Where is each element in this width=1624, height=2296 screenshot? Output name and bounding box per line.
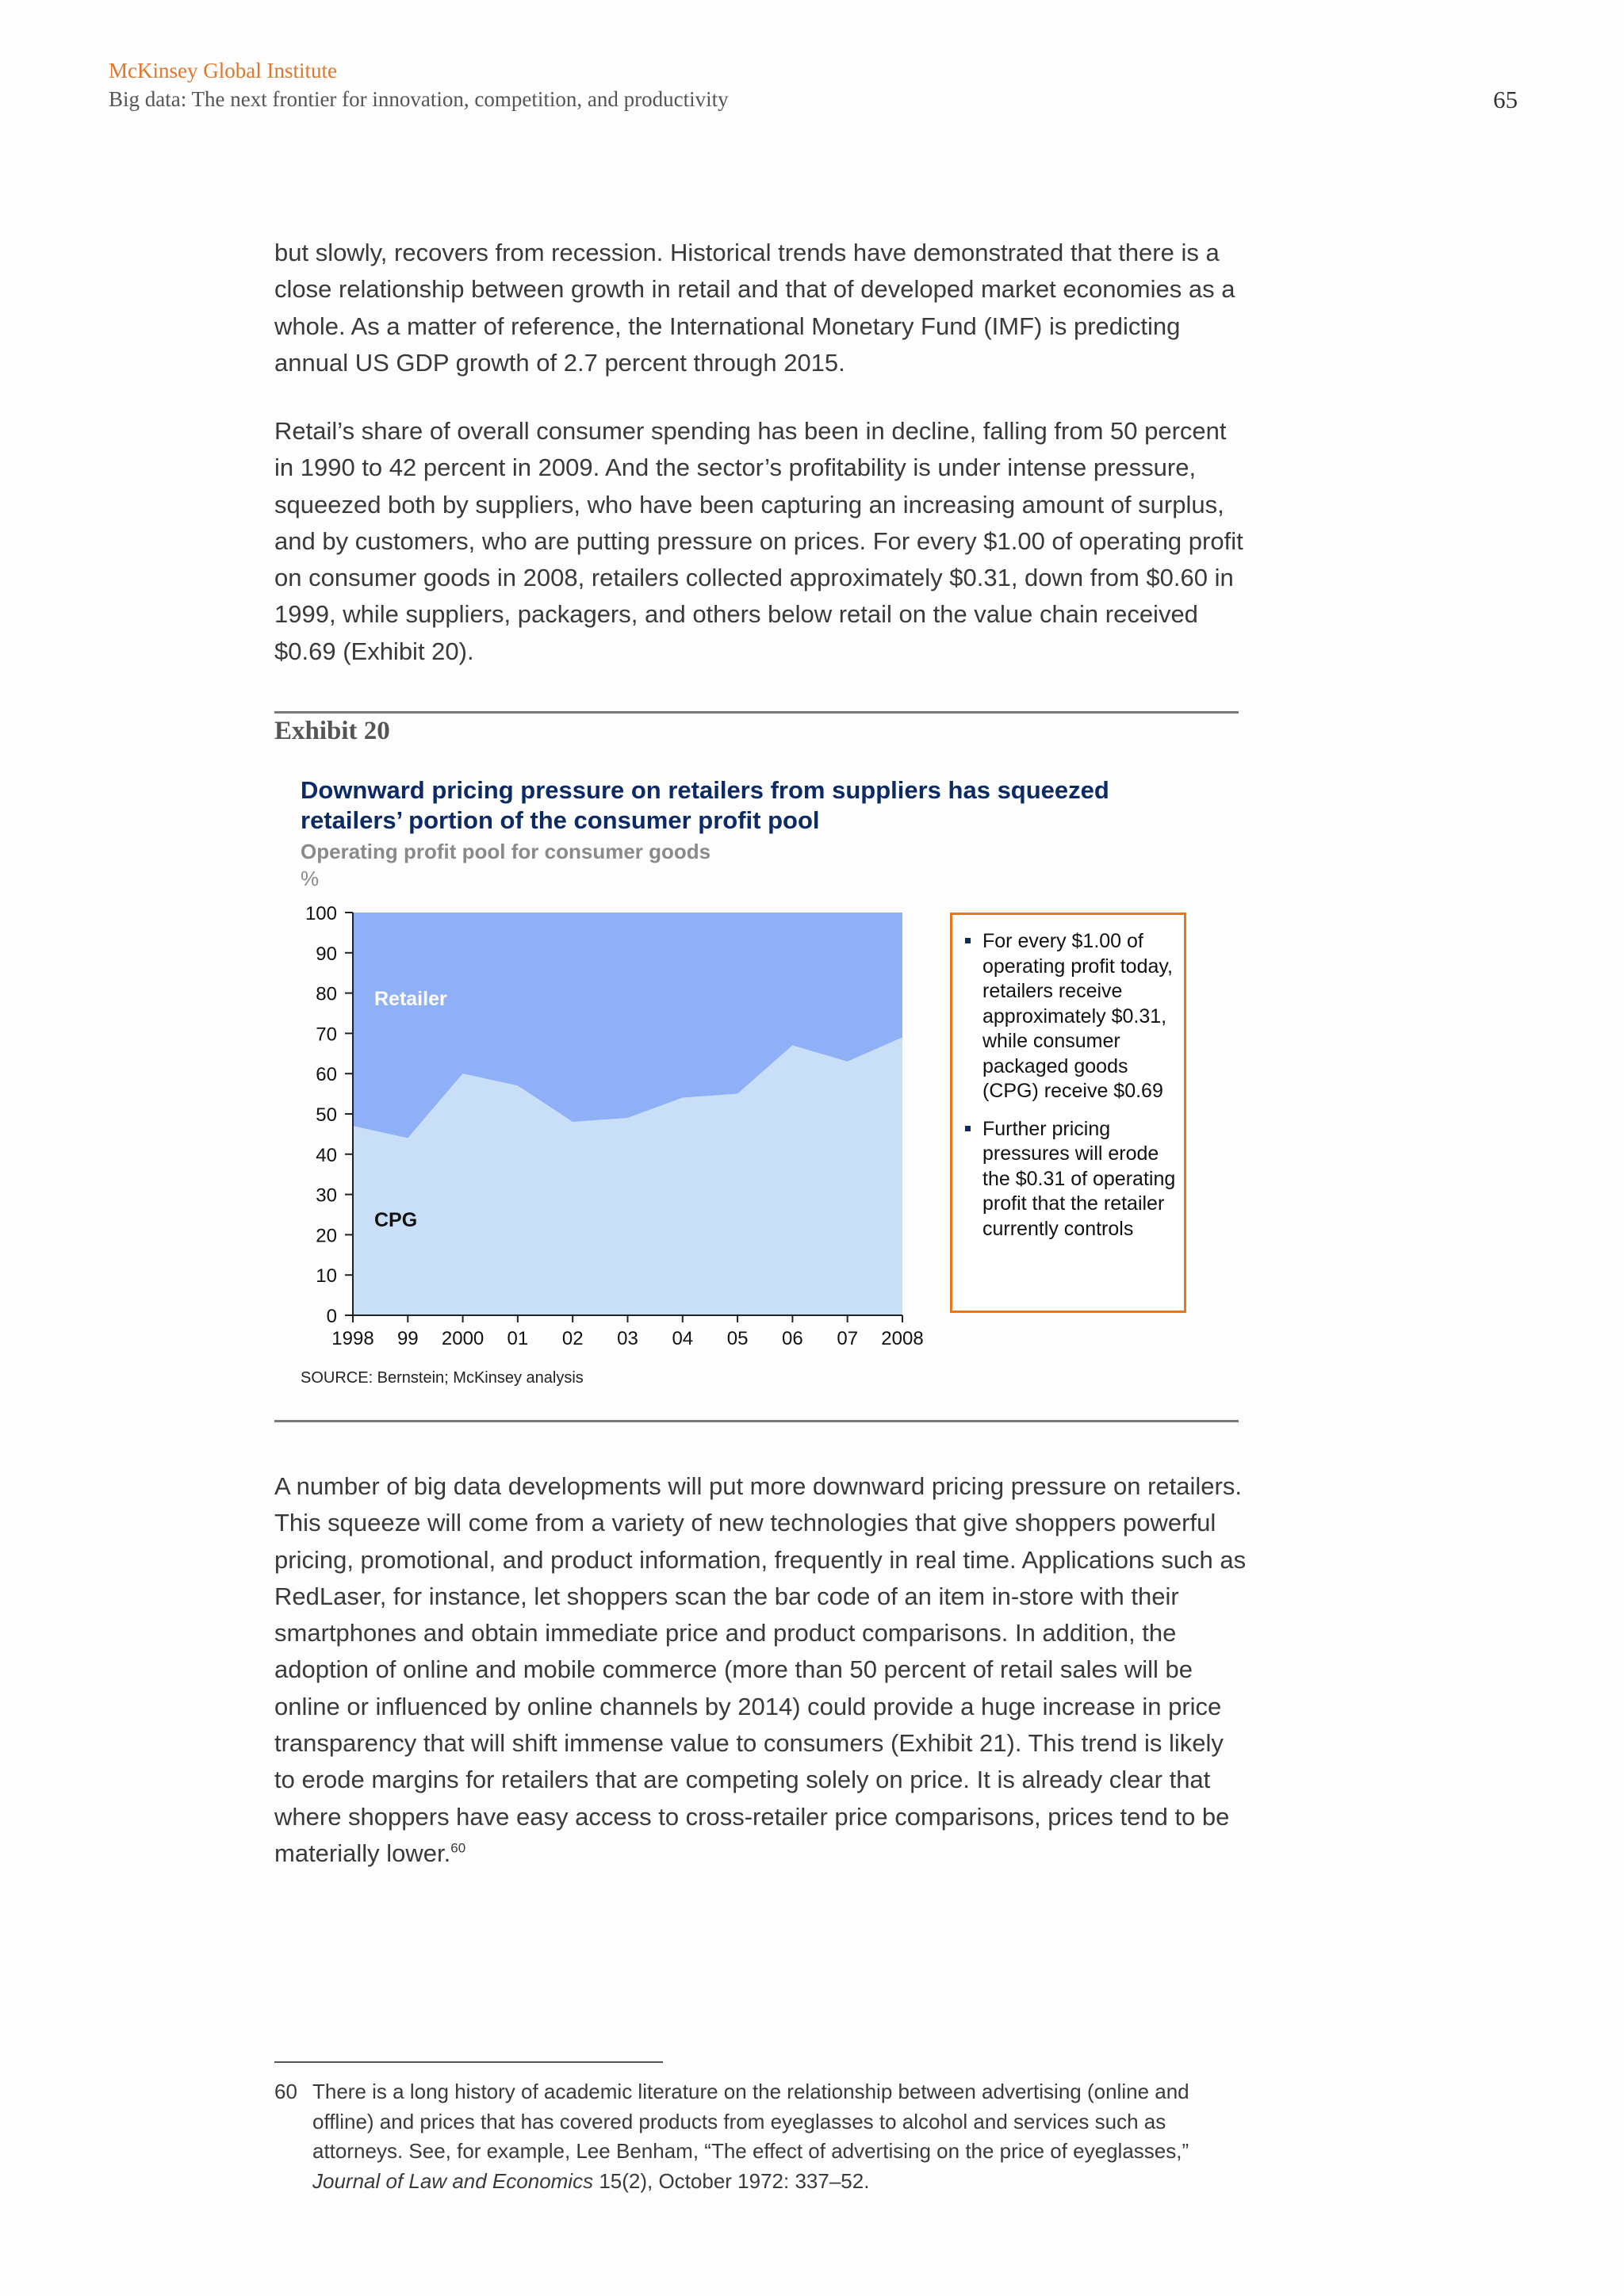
- footnote-text: [274, 2077, 1250, 2196]
- y-tick-label: 50: [316, 1104, 337, 1126]
- area-chart: [293, 896, 944, 1356]
- chart-source: SOURCE: Bernstein; McKinsey analysis: [301, 1369, 584, 1387]
- y-tick-label: 0: [326, 1306, 337, 1327]
- callout-item: [963, 1117, 1176, 1242]
- y-tick-label: 80: [316, 983, 337, 1005]
- y-tick-label: 20: [316, 1225, 337, 1247]
- chart-subtitle: Operating profit pool for consumer goods: [301, 840, 711, 863]
- x-tick-label: 99: [396, 1328, 419, 1349]
- footnote-rule: [274, 2061, 663, 2063]
- y-tick-label: 100: [304, 903, 337, 924]
- x-tick-label: 1998: [331, 1328, 374, 1349]
- chart-callout-box: [950, 913, 1186, 1313]
- publisher-name: McKinsey Global Institute: [109, 59, 337, 82]
- y-tick-label: 60: [316, 1064, 337, 1086]
- x-tick-label: 02: [561, 1328, 584, 1349]
- y-tick-label: 10: [316, 1265, 337, 1288]
- footnote-text-before: There is a long history of academic literature on the relationship between advertising (online and offline) and prices that has covered products from eyeglasses to alcohol and services such as attorneys. See, for example, Lee Benham, “The effect of advertising on the price of eyeglasses,”: [312, 2080, 1189, 2163]
- series-label-cpg: CPG: [374, 1209, 418, 1232]
- series-label-retailer: Retailer: [374, 987, 447, 1010]
- x-tick-label: 2000: [441, 1328, 485, 1349]
- bullet-icon: [965, 1126, 971, 1131]
- x-tick-label: 07: [837, 1328, 859, 1349]
- exhibit-top-rule: [274, 711, 1239, 714]
- callout-text-1: For every $1.00 of operating profit today, retailers receive approximately $0.31, while consumer packaged goods (CPG) receive $0.69: [982, 930, 1173, 1102]
- y-tick-label: 90: [316, 943, 337, 965]
- exhibit-label: Exhibit 20: [274, 717, 390, 745]
- y-tick-label: 70: [316, 1024, 337, 1046]
- x-tick-label: 2008: [881, 1328, 924, 1349]
- x-tick-label: 06: [782, 1328, 803, 1349]
- x-tick-label: 04: [672, 1328, 694, 1349]
- exhibit-bottom-rule: [274, 1420, 1239, 1422]
- paragraph-3-text: A number of big data developments will put more downward pricing pressure on retailers. This squeeze will come from a variety of new technologies that give shoppers powerful pricing, promotional, and product information, frequently in real time. Applications such as RedLaser, for instance, let shoppers scan the bar code of an item in-store with their smartphones and obtain immediate price and product comparisons. In addition, the adoption of online and mobile commerce (more than 50 percent of retail sales will be online or influenced by online channels by 2014) could provide a huge increase in price transparency that will shift immense value to consumers (Exhibit 21). This trend is likely to erode margins for retailers that are competing solely on price. It is already clear that where shoppers have easy access to cross-retailer price comparisons, prices tend to be materially lower.: [274, 1472, 1247, 1867]
- chart-unit: %: [301, 867, 320, 890]
- x-tick-label: 05: [726, 1328, 749, 1349]
- callout-item: [963, 929, 1176, 1104]
- report-title: Big data: The next frontier for innovation, competition, and productivity: [109, 87, 729, 111]
- y-tick-label: 40: [316, 1144, 337, 1166]
- bullet-icon: [965, 938, 971, 943]
- footnote-ref[interactable]: 60: [450, 1840, 466, 1856]
- footnote-text-after: 15(2), October 1972: 337–52.: [593, 2168, 870, 2193]
- footnote-journal: Journal of Law and Economics: [312, 2168, 594, 2193]
- x-tick-label: 01: [507, 1328, 529, 1349]
- y-tick-label: 30: [316, 1184, 337, 1207]
- chart-title: Downward pricing pressure on retailers from suppliers has squeezed retailers’ portion of the consumer profit pool: [301, 776, 1109, 834]
- paragraph-1: but slowly, recovers from recession. Historical trends have demonstrated that there is a close relationship between growth in retail and that of developed market economies as a whole. As a matter of reference, the International Monetary Fund (IMF) is predicting annual US GDP growth of 2.7 percent through 2015.: [274, 239, 1235, 377]
- paragraph-3: [274, 1468, 1250, 1872]
- paragraph-2: Retail’s share of overall consumer spending has been in decline, falling from 50 percent in 1990 to 42 percent in 2009. And the sector’s profitability is under intense pressure, squeezed both by suppliers, who have been capturing an increasing amount of surplus, and by customers, who are putting pressure on prices. For every $1.00 of operating profit on consumer goods in 2008, retailers collected approximately $0.31, down from $0.60 in 1999, while suppliers, packagers, and others below retail on the value chain received $0.69 (Exhibit 20).: [274, 417, 1243, 665]
- footnote: [274, 2077, 1250, 2196]
- footnote-number: 60: [274, 2080, 297, 2103]
- x-tick-label: 03: [617, 1328, 638, 1349]
- callout-text-2: Further pricing pressures will erode the $0.31 of operating profit that the retailer currently controls: [982, 1117, 1176, 1240]
- page-number: 65: [1493, 86, 1518, 113]
